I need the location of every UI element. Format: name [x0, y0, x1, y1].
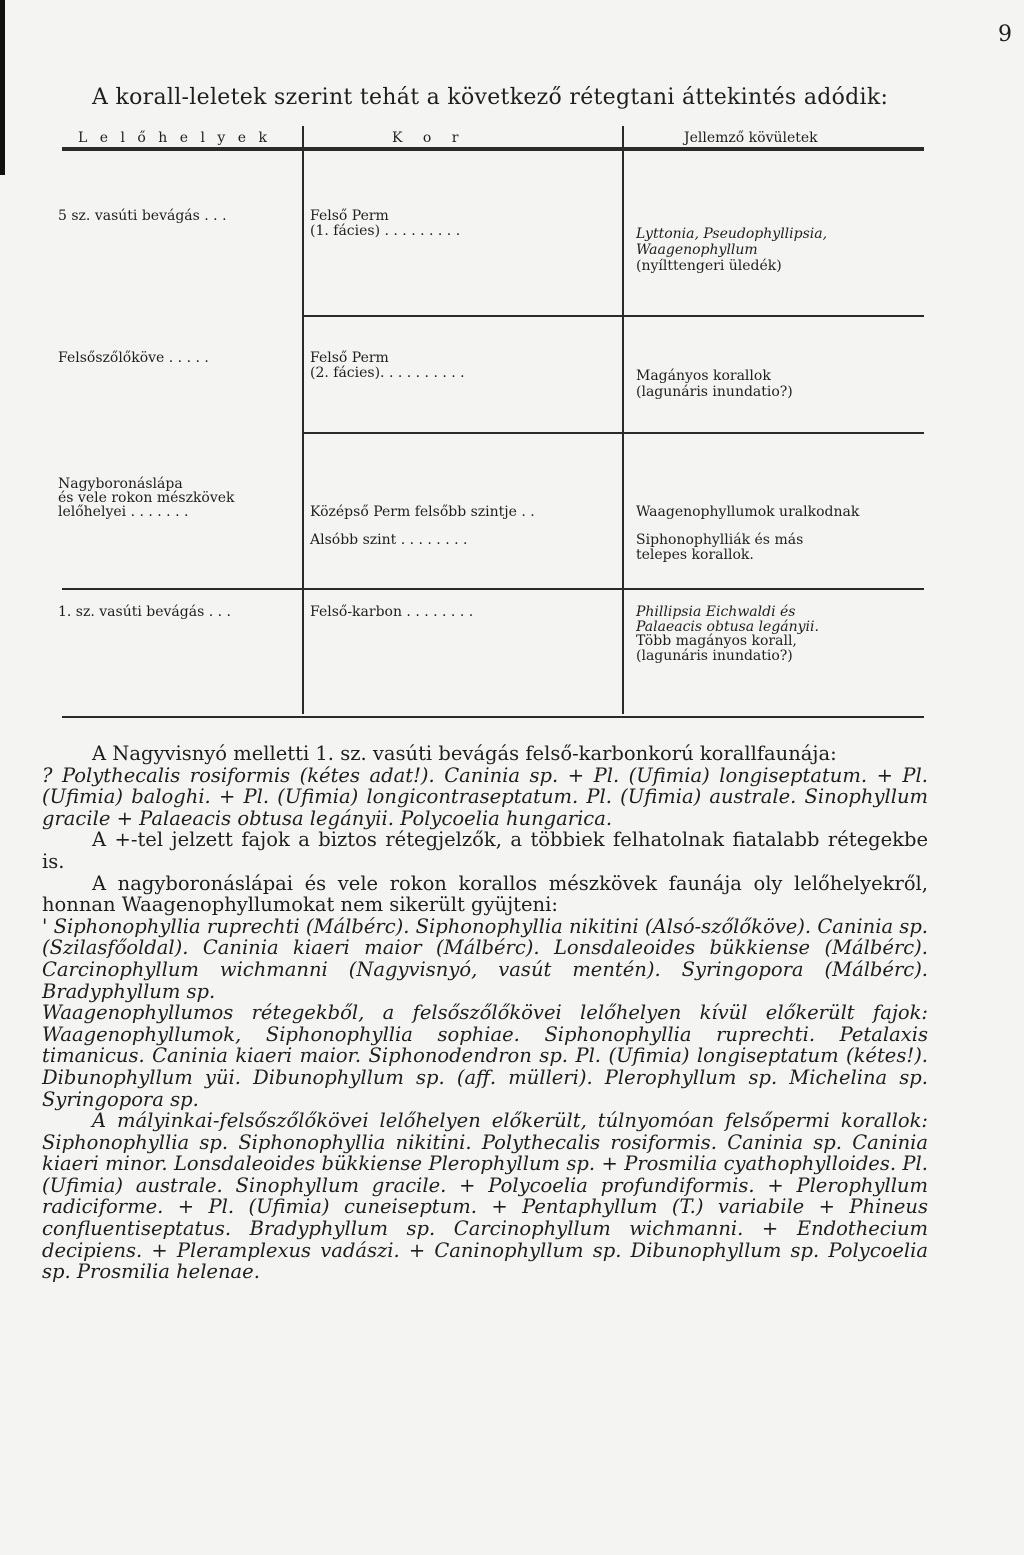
page-number: 9 — [998, 22, 1012, 47]
cell-age: Középső Perm felsőbb szintje . . — [310, 504, 535, 520]
cell-fossil: (nyílttengeri üledék) — [636, 258, 782, 274]
paragraph: A Nagyvisnyó melletti 1. sz. vasúti bevágás felső-karbonkorú korallfaunája: — [92, 742, 837, 765]
table-rule — [62, 588, 924, 590]
cell-fossil: Lyttonia, Pseudophyllipsia, — [636, 226, 828, 242]
table-rule — [62, 149, 924, 151]
cell-fossil: Waagenophyllum — [636, 242, 758, 258]
page-heading: A korall-leletek szerint tehát a következő rétegtani áttekintés adódik: — [92, 85, 889, 110]
paragraph: A mályinkai-felsőszőlőkövei lelőhelyen előkerült, túlnyomóan felsőpermi korallok: Siphonophyllia sp. Siphonophyllia nikitini. Polythecalis rosiformis. Caninia sp. Caninia kiaeri minor. Lonsdaleoides bükkiense Plerophyllum sp. + Prosmilia cyathophylloides. Pl. (Ufimia) australe. Sinophyllum gracile. + Polycoelia profundiformis. + Plerophyllum radiciforme. + Pl. (Ufimia) cuneiseptum. + Pentaphyllum (T.) variabile + Phineus confluentiseptatus. Bradyphyllum sp. Carcinophyllum wichmanni. + Endothecium decipiens. + Pleramplexus vadászi. + Caninophyllum sp. Dibunophyllum sp. Polycoelia sp. Prosmilia helenae. — [42, 1109, 928, 1284]
cell-fossil: (lagunáris inundatio?) — [636, 384, 793, 400]
header-fossils: Jellemző kövületek — [684, 130, 818, 146]
paragraph: A +-tel jelzett fajok a biztos rétegjelzők, a többiek felhatolnak fiatalabb rétegekbe is. — [42, 828, 928, 873]
cell-fossil: Phillipsia Eichwaldi és — [636, 604, 796, 620]
header-age: K o r — [392, 130, 467, 146]
header-locations: L e l ő h e l y e k — [78, 130, 271, 146]
table-rule — [302, 432, 924, 434]
cell-location: 5 sz. vasúti bevágás . . . — [58, 208, 227, 224]
cell-age: (1. fácies) . . . . . . . . . — [310, 223, 461, 239]
cell-age: Felső Perm — [310, 208, 389, 224]
cell-location: és vele rokon mészkövek — [58, 490, 235, 506]
cell-fossil: Több magányos korall, — [636, 633, 797, 649]
cell-age: Alsóbb szint . . . . . . . . — [310, 532, 468, 548]
table-column-divider — [622, 126, 624, 714]
cell-age: Felső-karbon . . . . . . . . — [310, 604, 474, 620]
cell-age: Felső Perm — [310, 350, 389, 366]
cell-fossil: Magányos korallok — [636, 368, 771, 384]
scan-edge — [0, 0, 5, 175]
cell-fossil: Waagenophyllumok uralkodnak — [636, 504, 860, 520]
paragraph: Waagenophyllumos rétegekből, a felsőszőlőkövei lelőhelyen kívül előkerült fajok: Waagenophyllumok, Siphonophyllia sophiae. Siphonophyllia ruprechti. Petalaxis timanicus. Caninia kiaeri maior. Siphonodendron sp. Pl. (Ufimia) longiseptatum (kétes!). Dibunophyllum yüi. Dibunophyllum sp. (aff. mülleri). Plerophyllum sp. Michelina sp. Syringopora sp. — [42, 1001, 928, 1111]
paragraph: ' Siphonophyllia ruprechti (Málbérc). Siphonophyllia nikitini (Alsó-szőlőköve). Caninia sp. (Szilasfőoldal). Caninia kiaeri maior (Málbérc). Lonsdaleoides bükkiense (Málbérc). Carcinophyllum wichmanni (Nagyvisnyó, vasút mentén). Syringopora (Málbérc). Bradyphyllum sp. — [42, 914, 928, 1003]
cell-location: Felsőszőlőköve . . . . . — [58, 350, 209, 366]
paragraph: ? Polythecalis rosiformis (kétes adat!). Caninia sp. + Pl. (Ufimia) longiseptatum. + Pl. (Ufimia) baloghi. + Pl. (Ufimia) longicontraseptatum. Pl. (Ufimia) australe. Sinophyllum gracile + Palaeacis obtusa legányii. Polycoelia hungarica. — [42, 763, 928, 830]
table-rule — [302, 315, 924, 317]
table-column-divider — [302, 126, 304, 714]
cell-fossil: (lagunáris inundatio?) — [636, 648, 793, 664]
cell-location: lelőhelyei . . . . . . . — [58, 504, 189, 520]
table-rule — [62, 716, 924, 718]
cell-location: Nagyboronáslápa — [58, 476, 183, 492]
paragraph: A nagyboronáslápai és vele rokon korallos mészkövek faunája oly lelőhelyekről, honnan Waagenophyllumokat nem sikerült gyüjteni: — [42, 871, 928, 917]
cell-age: (2. fácies). . . . . . . . . . — [310, 365, 465, 381]
cell-fossil: telepes korallok. — [636, 547, 754, 563]
cell-fossil: Palaeacis obtusa legányii. — [636, 619, 819, 635]
cell-fossil: Siphonophylliák és más — [636, 532, 804, 548]
cell-location: 1. sz. vasúti bevágás . . . — [58, 604, 231, 620]
stratigraphy-table — [58, 122, 924, 717]
body-text — [42, 743, 928, 1283]
